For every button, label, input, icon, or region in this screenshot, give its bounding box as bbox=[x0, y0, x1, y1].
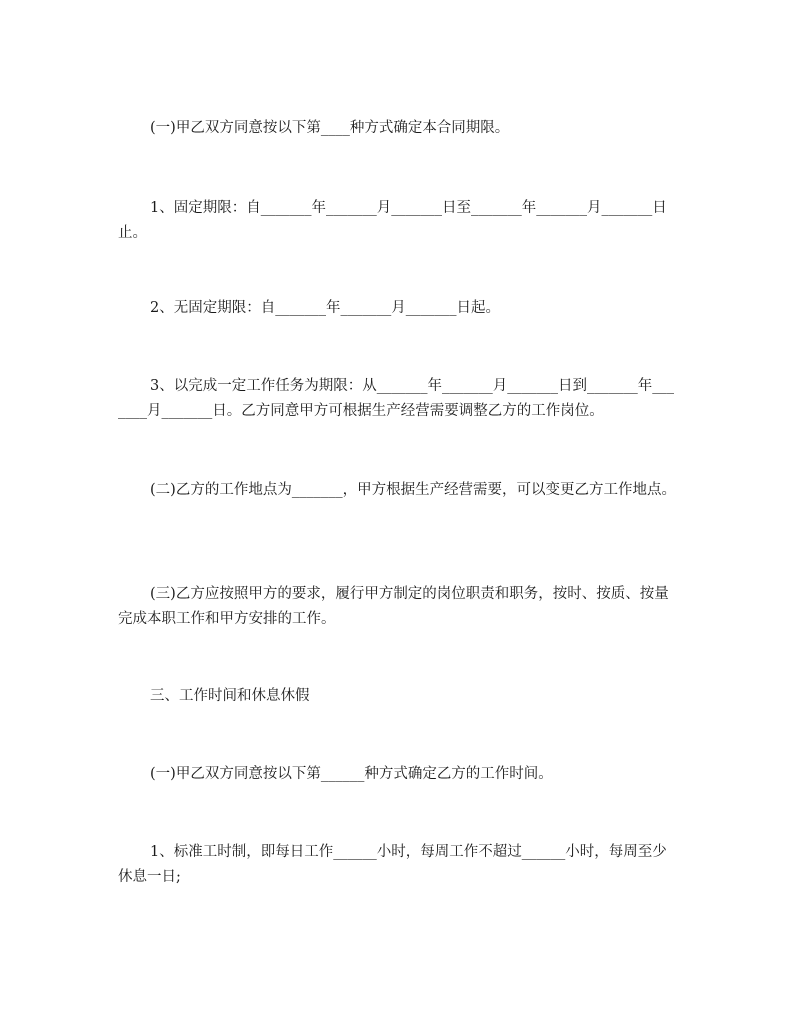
paragraph-fixed-term: 1、固定期限：自_______年_______月_______日至_______年_______月_______日止。 bbox=[118, 200, 667, 241]
paragraph-contract-term-method: (一)甲乙双方同意按以下第____种方式确定本合同期限。 bbox=[150, 120, 510, 136]
paragraph-open-ended-term: 2、无固定期限：自_______年_______月_______日起。 bbox=[150, 300, 500, 316]
paragraph-work-location: (二)乙方的工作地点为_______，甲方根据生产经营需要，可以变更乙方工作地点。 bbox=[150, 482, 677, 498]
paragraph-standard-hours: 1、标准工时制，即每日工作______小时，每周工作不超过______小时，每周至少休息一日; bbox=[118, 844, 667, 885]
paragraph-task-based-term: 3、以完成一定工作任务为期限：从_______年_______月_______日到_______年_______月_______日。乙方同意甲方可根据生产经营需要调整乙方的工作岗位。 bbox=[118, 378, 674, 419]
paragraph-job-duties: (三)乙方应按照甲方的要求，履行甲方制定的岗位职责和职务，按时、按质、按量完成本职工作和甲方安排的工作。 bbox=[118, 586, 669, 627]
section-heading-work-hours: 三、工作时间和休息休假 bbox=[150, 688, 310, 704]
paragraph-work-time-method: (一)甲乙双方同意按以下第______种方式确定乙方的工作时间。 bbox=[150, 766, 553, 782]
